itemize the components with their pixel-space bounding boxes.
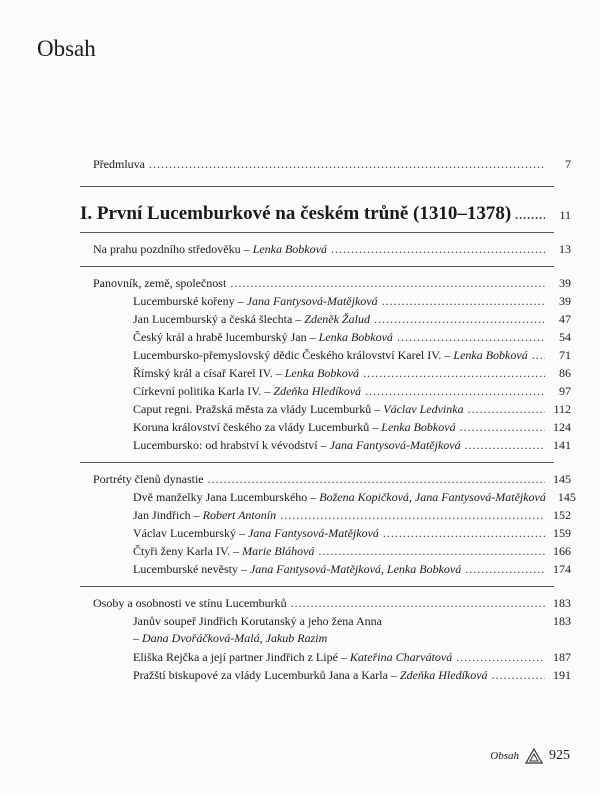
toc-entry[interactable]	[0, 562, 571, 576]
entry-title: Lucembursko: od hrabství k vévodství –	[133, 438, 330, 452]
entry-page: 152	[553, 508, 571, 522]
entry-page: 183	[553, 614, 571, 628]
entry-title: Caput regni. Pražská města za vlády Lucemburků –	[133, 402, 384, 416]
dot-leader	[532, 348, 545, 362]
entry-author: Božena Kopičková, Jana Fantysová-Matějková	[319, 490, 546, 504]
section-title: Panovník, země, společnost	[93, 276, 227, 290]
dot-leader	[331, 242, 545, 256]
entry-author: Lenka Bobková	[318, 330, 393, 344]
entry-author: Václav Ledvinka	[383, 402, 464, 416]
dot-leader	[230, 276, 545, 290]
section-title: Osoby a osobnosti ve stínu Lucemburků	[93, 596, 287, 610]
toc-entry[interactable]	[0, 438, 571, 452]
footer-label: Obsah	[490, 750, 519, 762]
entry-author: Zdeňka Hledíková	[399, 668, 488, 682]
entry-title: Na prahu pozdního středověku –	[93, 242, 253, 256]
entry-page: 141	[553, 438, 571, 452]
dot-leader	[492, 668, 545, 682]
toc-entry[interactable]	[0, 294, 571, 308]
toc-section-heading[interactable]	[0, 472, 571, 486]
entry-title: Lucemburské kořeny –	[133, 294, 247, 308]
entry-title: Lucemburské nevěsty –	[133, 562, 250, 576]
entry-title: Václav Lucemburský –	[133, 526, 248, 540]
toc-entry[interactable]	[0, 402, 571, 416]
divider	[80, 186, 554, 187]
toc-entry[interactable]	[0, 242, 571, 256]
dot-leader	[465, 562, 545, 576]
entry-page: 191	[553, 668, 571, 682]
entry-page: 124	[553, 420, 571, 434]
dot-leader	[374, 312, 545, 326]
dot-leader	[465, 438, 545, 452]
toc-entry-preface[interactable]	[0, 157, 571, 171]
entry-page: 183	[553, 596, 571, 610]
toc-entry[interactable]	[0, 420, 571, 434]
toc-entry[interactable]	[0, 526, 571, 540]
entry-page: 145	[553, 472, 571, 486]
entry-author: Robert Antonín	[202, 508, 277, 522]
entry-page: 39	[559, 276, 571, 290]
entry-author: Lenka Bobková	[453, 348, 528, 362]
divider	[80, 266, 554, 267]
page-footer	[490, 748, 570, 764]
entry-page: 112	[553, 402, 571, 416]
dot-leader	[456, 650, 545, 664]
entry-page: 54	[559, 330, 571, 344]
dot-leader	[149, 157, 545, 171]
dot-leader	[208, 472, 545, 486]
toc-entry[interactable]	[0, 348, 571, 362]
entry-title: Eliška Rejčka a její partner Jindřich z Lipé –	[133, 650, 350, 664]
divider	[80, 586, 554, 587]
entry-page: 86	[559, 366, 571, 380]
entry-page: 39	[559, 294, 571, 308]
entry-page: 145	[557, 490, 576, 504]
section-title: Portréty členů dynastie	[93, 472, 204, 486]
page-title: Obsah	[37, 36, 96, 61]
part-title: I. První Lucemburkové na českém trůně (1310–1378)	[80, 203, 512, 224]
toc-entry[interactable]	[0, 384, 571, 398]
dot-leader	[363, 366, 545, 380]
entry-title: Lucembursko-přemyslovský dědic Českého království Karel IV. –	[133, 348, 454, 362]
toc-section-heading[interactable]	[0, 276, 571, 290]
entry-title: Čtyři ženy Karla IV. –	[133, 544, 243, 558]
toc-entry[interactable]	[0, 668, 571, 682]
entry-author: Lenka Bobková	[381, 420, 456, 434]
entry-author: Jana Fantysová-Matějková	[246, 294, 378, 308]
dot-leader	[291, 596, 545, 610]
entry-title: Předmluva	[93, 157, 145, 171]
entry-page: 174	[553, 562, 571, 576]
toc-entry[interactable]	[0, 312, 571, 326]
toc-entry[interactable]	[0, 330, 571, 344]
entry-title: Jan Lucemburský a česká šlechta –	[133, 312, 305, 326]
toc-entry[interactable]	[0, 508, 571, 522]
entry-page: 13	[559, 242, 571, 256]
entry-author: Jana Fantysová-Matějková	[247, 526, 379, 540]
toc-entry[interactable]	[0, 366, 571, 380]
dot-leader	[382, 294, 545, 308]
entry-title: Koruna království českého za vlády Lucemburků –	[133, 420, 382, 434]
entry-author: Jana Fantysová-Matějková	[329, 438, 461, 452]
entry-title: Dvě manželky Jana Lucemburského –	[133, 490, 320, 504]
dot-leader	[468, 402, 545, 416]
entry-author: Zdeňka Hledíková	[273, 384, 362, 398]
entry-page: 97	[559, 384, 571, 398]
entry-page: 11	[559, 208, 571, 222]
entry-title: Pražští biskupové za vlády Lucemburků Jana a Karla –	[133, 668, 400, 682]
dot-leader	[383, 526, 545, 540]
dot-leader	[318, 544, 545, 558]
dot-leader	[515, 204, 545, 226]
entry-page: 7	[565, 157, 571, 171]
toc-part-heading[interactable]	[0, 203, 571, 226]
entry-author: Kateřina Charvátová	[349, 650, 453, 664]
entry-title: Jan Jindřich –	[133, 508, 203, 522]
triangle-emblem-icon	[525, 748, 543, 764]
dot-leader	[365, 384, 545, 398]
entry-author: Zdeněk Žalud	[304, 312, 370, 326]
entry-author: Lenka Bobková	[284, 366, 360, 380]
entry-title: Církevní politika Karla IV. –	[133, 384, 274, 398]
toc-entry[interactable]	[0, 544, 571, 558]
entry-author: Marie Bláhová	[242, 544, 315, 558]
entry-page: 47	[559, 312, 571, 326]
divider	[80, 462, 554, 463]
toc-entry[interactable]	[0, 650, 571, 664]
entry-author-continuation: – Dana Dvořáčková-Malá, Jakub Razim	[133, 631, 328, 645]
entry-page: 71	[559, 348, 571, 362]
entry-page: 159	[553, 526, 571, 540]
entry-page: 187	[553, 650, 571, 664]
entry-author: Lenka Bobková	[252, 242, 327, 256]
entry-title: Český král a hrabě lucemburský Jan –	[133, 330, 319, 344]
toc-entry[interactable]	[0, 490, 576, 504]
toc-section-heading[interactable]	[0, 596, 571, 610]
divider	[80, 232, 554, 233]
entry-page: 166	[553, 544, 571, 558]
dot-leader	[460, 420, 545, 434]
entry-author: Jana Fantysová-Matějková, Lenka Bobková	[249, 562, 462, 576]
dot-leader	[397, 330, 545, 344]
dot-leader	[280, 508, 545, 522]
page-number: 925	[549, 748, 570, 763]
entry-title: Janův soupeř Jindřich Korutanský a jeho žena Anna	[133, 614, 382, 628]
toc-entry[interactable]	[0, 614, 571, 628]
entry-title: Římský král a císař Karel IV. –	[133, 366, 285, 380]
